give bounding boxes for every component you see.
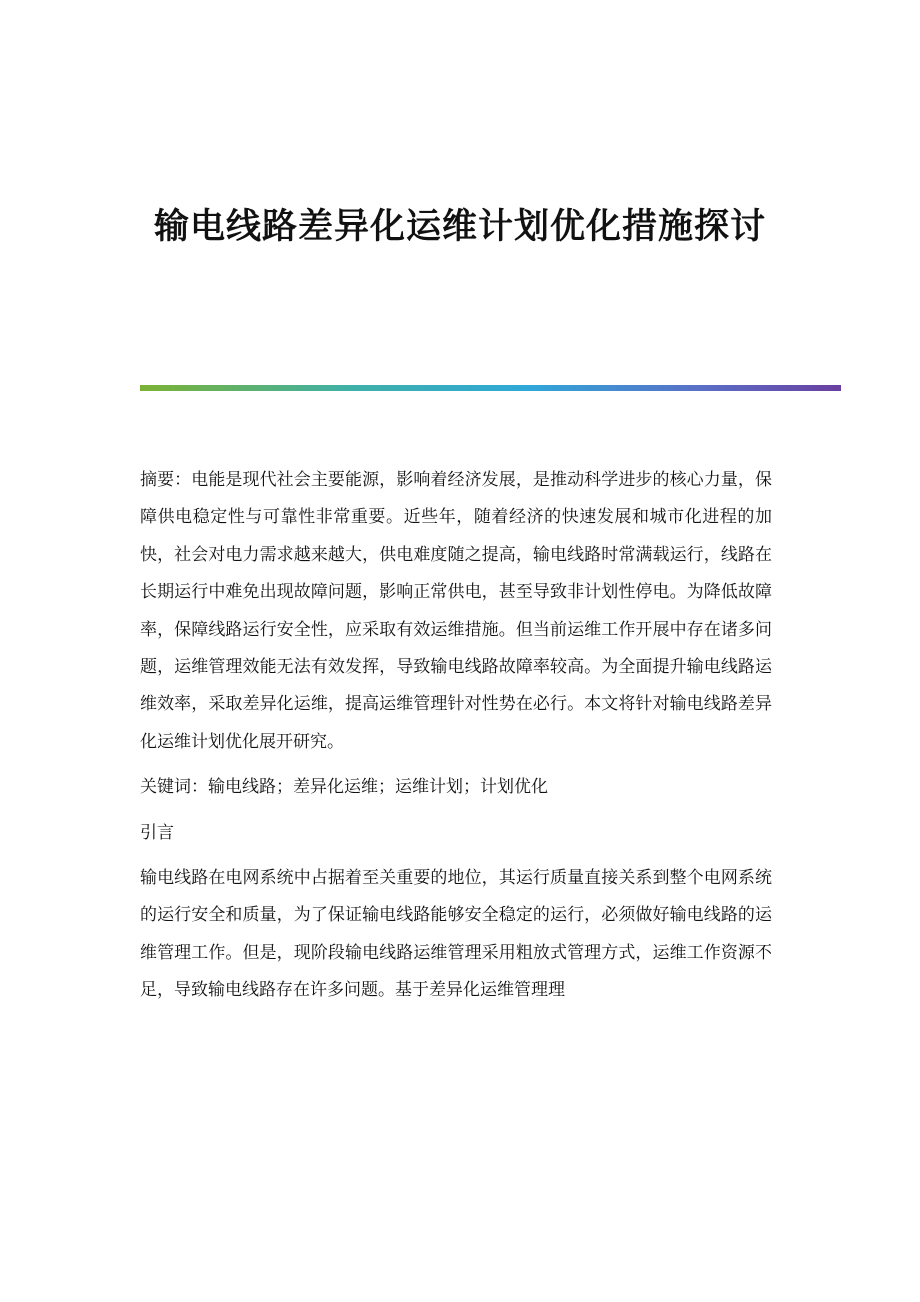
title-divider bbox=[140, 385, 841, 391]
intro-paragraph: 输电线路在电网系统中占据着至关重要的地位，其运行质量直接关系到整个电网系统的运行安全和质量，为了保证输电线路能够安全稳定的运行，必须做好输电线路的运维管理工作。但是，现阶段输电线路运维管理采用粗放式管理方式，运维工作资源不足，导致输电线路存在许多问题。基于差异化运维管理理 bbox=[140, 868, 772, 1001]
abstract-paragraph: 摘要：电能是现代社会主要能源，影响着经济发展，是推动科学进步的核心力量，保障供电稳定性与可靠性非常重要。近些年，随着经济的快速发展和城市化进程的加快，社会对电力需求越来越大，供电难度随之提高，输电线路时常满载运行，线路在长期运行中难免出现故障问题，影响正常供电，甚至导致非计划性停电。为降低故障率，保障线路运行安全性，应采取有效运维措施。但当前运维工作开展中存在诸多问题，运维管理效能无法有效发挥，导致输电线路故障率较高。为全面提升输电线路运维效率，采取差异化运维，提高运维管理针对性势在必行。本文将针对输电线路差异化运维计划优化展开研究。 bbox=[140, 470, 772, 752]
document-body bbox=[140, 462, 772, 1018]
document-title: 输电线路差异化运维计划优化措施探讨 bbox=[153, 207, 766, 247]
intro-heading: 引言 bbox=[140, 822, 174, 843]
keywords-line: 关键词：输电线路；差异化运维；运维计划；计划优化 bbox=[140, 777, 548, 798]
